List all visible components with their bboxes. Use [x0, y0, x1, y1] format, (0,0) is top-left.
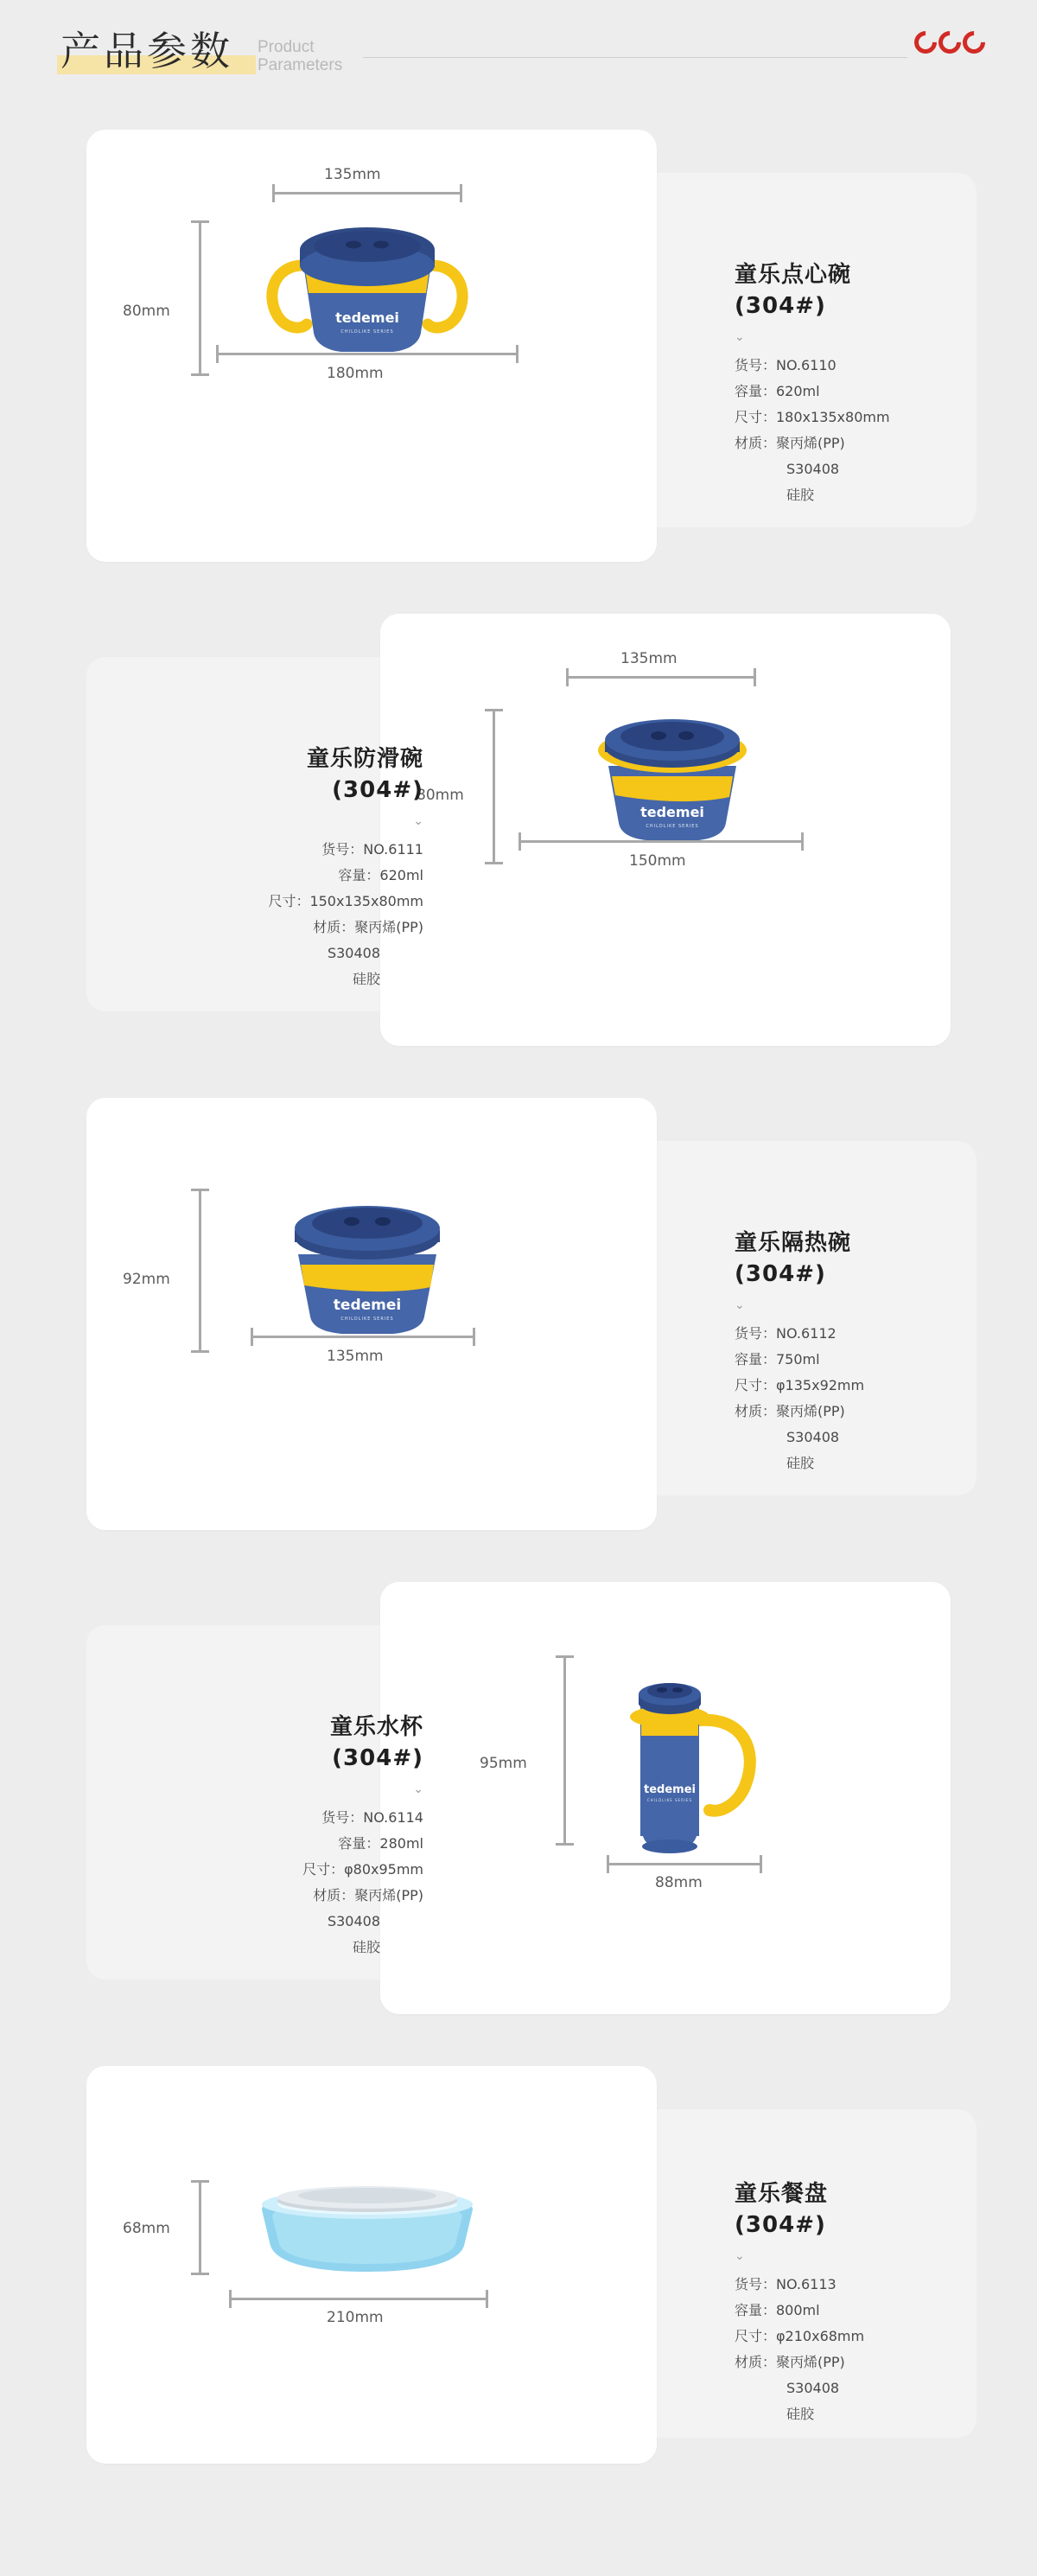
product-2-drawing: [380, 614, 951, 1046]
product-1-info: [735, 259, 890, 508]
product-4-bottom-width-label: 88mm: [655, 1874, 703, 1891]
product-block-1: [60, 130, 977, 614]
page-title: 产品参数: [60, 28, 233, 74]
product-4-drawing: [380, 1582, 951, 2014]
product-4-spec-3: 材质：聚丙烯(PP): [313, 1887, 423, 1903]
product-3-name-line1: 童乐隔热碗: [735, 1230, 852, 1256]
page-title-english-line1: Product: [258, 38, 315, 56]
product-5-height-label: 68mm: [123, 2220, 170, 2237]
product-5-image-card: [86, 2066, 657, 2464]
product-3-spec-0: 货号：NO.6112: [735, 1325, 837, 1342]
product-1-spec-3: 材质：聚丙烯(PP): [735, 435, 845, 451]
product-5-spec-0: 货号：NO.6113: [735, 2276, 837, 2292]
product-4-spec-0: 货号：NO.6114: [321, 1809, 423, 1826]
product-1-top-width-label: 135mm: [324, 166, 381, 183]
product-3-specs: [735, 1321, 864, 1476]
product-1-spec-5: 硅胶: [786, 487, 815, 503]
product-1-name-line2: (304#): [735, 293, 826, 319]
product-2-height-label: 80mm: [417, 787, 464, 804]
product-4-caret-icon: ⌄: [413, 1782, 423, 1795]
product-3-info: [735, 1227, 864, 1476]
product-3-drawing: [86, 1098, 657, 1530]
product-2-spec-1: 容量：620ml: [338, 867, 423, 883]
product-4-image: [592, 1649, 808, 1865]
svg-text:tedemei: tedemei: [335, 309, 399, 326]
product-3-spec-5: 硅胶: [786, 1455, 815, 1471]
product-1-height-label: 80mm: [123, 303, 170, 320]
product-5-spec-2: 尺寸：φ210x68mm: [735, 2328, 865, 2344]
product-4-spec-4: S30408: [327, 1913, 380, 1929]
product-1-caret-icon: ⌄: [735, 329, 745, 343]
product-2-bottom-width-label: 150mm: [629, 852, 686, 870]
product-5-caret-icon: ⌄: [735, 2248, 745, 2262]
product-3-caret-icon: ⌄: [735, 1298, 745, 1311]
product-2-info: [268, 743, 423, 992]
product-2-name-line2: (304#): [332, 777, 423, 803]
product-2-image-card: [380, 614, 951, 1046]
product-4-info: [302, 1712, 423, 1961]
product-block-4: [60, 1582, 977, 2066]
product-4-image-card: [380, 1582, 951, 2014]
page-header: [0, 0, 1037, 130]
product-block-3: [60, 1098, 977, 1582]
svg-text:CHILDLIKE SERIES: CHILDLIKE SERIES: [340, 329, 394, 335]
product-4-specs: [302, 1805, 423, 1961]
svg-text:CHILDLIKE SERIES: CHILDLIKE SERIES: [340, 1317, 394, 1322]
product-3-spec-1: 容量：750ml: [735, 1351, 820, 1368]
product-1-spec-4: S30408: [786, 461, 840, 477]
svg-text:tedemei: tedemei: [640, 804, 704, 820]
product-5-drawing: [86, 2066, 657, 2464]
product-3-spec-4: S30408: [786, 1429, 840, 1445]
product-4-spec-2: 尺寸：φ80x95mm: [302, 1861, 423, 1878]
product-3-image-card: [86, 1098, 657, 1530]
product-4-spec-1: 容量：280ml: [338, 1835, 423, 1852]
product-2-caret-icon: ⌄: [413, 813, 423, 827]
product-5-specs: [735, 2272, 864, 2427]
product-1-spec-0: 货号：NO.6110: [735, 357, 837, 373]
product-2-spec-2: 尺寸：150x135x80mm: [268, 893, 423, 909]
page-title-english-line2: Parameters: [258, 56, 343, 74]
product-2-spec-5: 硅胶: [352, 971, 380, 987]
product-1-specs: [735, 353, 890, 508]
product-3-spec-2: 尺寸：φ135x92mm: [735, 1377, 865, 1393]
product-5-name-line1: 童乐餐盘: [735, 2181, 829, 2207]
product-2-spec-0: 货号：NO.6111: [321, 841, 423, 858]
svg-text:CHILDLIKE SERIES: CHILDLIKE SERIES: [646, 824, 699, 829]
product-5-spec-3: 材质：聚丙烯(PP): [735, 2354, 845, 2370]
brand-logo-icon: [914, 31, 985, 54]
svg-text:CHILDLIKE SERIES: CHILDLIKE SERIES: [646, 1798, 693, 1802]
product-3-spec-3: 材质：聚丙烯(PP): [735, 1403, 845, 1419]
product-3-image: [238, 1180, 497, 1344]
page-footer-space: [0, 2498, 1037, 2550]
product-1-image: [220, 212, 514, 359]
product-5-info: [735, 2178, 864, 2427]
product-4-name-line1: 童乐水杯: [329, 1714, 423, 1740]
product-2-spec-4: S30408: [327, 945, 380, 961]
product-3-bottom-width-label: 135mm: [327, 1348, 384, 1365]
product-block-5: [60, 2066, 977, 2498]
product-4-name-line2: (304#): [332, 1745, 423, 1771]
product-5-bottom-width-label: 210mm: [327, 2309, 384, 2326]
product-2-top-width-label: 135mm: [620, 650, 678, 667]
product-1-bottom-width-label: 180mm: [327, 365, 384, 382]
product-5-spec-1: 容量：800ml: [735, 2302, 820, 2318]
product-4-height-label: 95mm: [480, 1755, 527, 1772]
product-2-name-line1: 童乐防滑碗: [306, 746, 423, 772]
product-1-name-line1: 童乐点心碗: [735, 262, 852, 288]
product-4-spec-5: 硅胶: [352, 1939, 380, 1955]
product-1-spec-2: 尺寸：180x135x80mm: [735, 409, 890, 425]
header-divider: [363, 57, 907, 58]
product-5-spec-4: S30408: [786, 2380, 840, 2396]
product-1-drawing: [86, 130, 657, 562]
product-2-spec-3: 材质：聚丙烯(PP): [313, 919, 423, 935]
product-block-2: [60, 614, 977, 1098]
product-2-image: [525, 700, 802, 847]
product-3-height-label: 92mm: [123, 1271, 170, 1288]
product-1-spec-1: 容量：620ml: [735, 383, 820, 399]
page-title-english: [258, 38, 342, 76]
product-5-spec-5: 硅胶: [786, 2406, 815, 2422]
product-5-image: [238, 2178, 497, 2291]
product-5-name-line2: (304#): [735, 2212, 826, 2238]
svg-text:tedemei: tedemei: [644, 1783, 696, 1796]
svg-text:tedemei: tedemei: [333, 1297, 402, 1314]
product-3-name-line2: (304#): [735, 1261, 826, 1287]
product-1-image-card: [86, 130, 657, 562]
product-2-specs: [268, 837, 423, 992]
